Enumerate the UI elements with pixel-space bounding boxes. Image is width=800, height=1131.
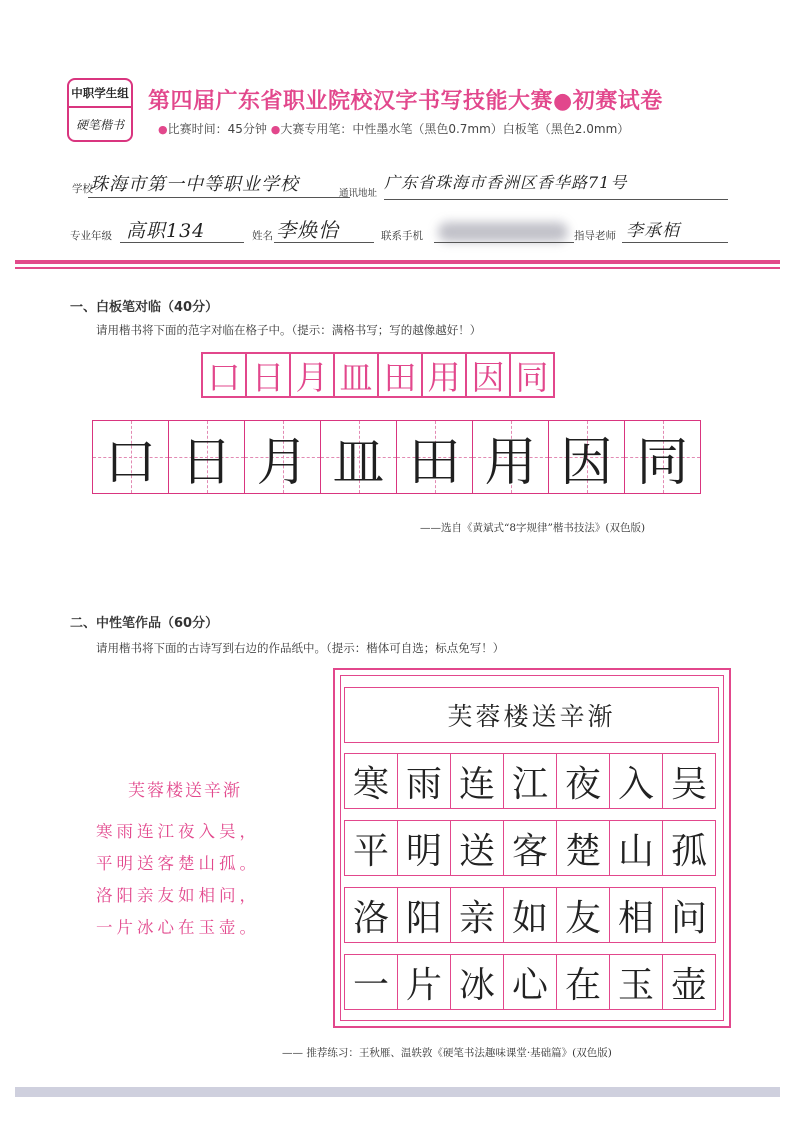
model-chars-row — [201, 352, 553, 398]
model-char: 用 — [421, 352, 467, 398]
section1-heading: 一、白板笔对临（40分） — [70, 300, 219, 315]
paper-char: 相 — [609, 887, 663, 943]
phone-redacted — [438, 222, 568, 242]
written-char: 日 — [180, 432, 233, 493]
practice-cell — [168, 420, 245, 494]
practice-cell — [396, 420, 473, 494]
paper-char: 阳 — [397, 887, 451, 943]
header-divider — [15, 260, 780, 264]
practice-cell — [624, 420, 701, 494]
model-char: 皿 — [333, 352, 379, 398]
paper-char: 平 — [344, 820, 398, 876]
paper-row — [344, 820, 715, 876]
poem-line: 洛阳亲友如相问， — [96, 886, 260, 905]
school-value: 珠海市第一中等职业学校 — [90, 174, 299, 195]
page-title — [148, 84, 663, 115]
teacher-underline — [622, 242, 728, 243]
name-label: 姓名 — [252, 230, 273, 242]
paper-char: 一 — [344, 954, 398, 1010]
practice-cell — [92, 420, 169, 494]
title-dot: ● — [553, 89, 573, 114]
paper-char: 片 — [397, 954, 451, 1010]
paper-char: 壶 — [662, 954, 716, 1010]
paper-char: 友 — [556, 887, 610, 943]
model-char: 因 — [465, 352, 511, 398]
written-char: 口 — [104, 432, 157, 493]
practice-cell — [320, 420, 397, 494]
paper-char: 客 — [503, 820, 557, 876]
model-char: 同 — [509, 352, 555, 398]
address-value: 广东省珠海市香洲区香华路71号 — [384, 173, 628, 192]
poem-line: 寒雨连江夜入吴， — [96, 822, 260, 841]
section2-heading: 二、中性笔作品（60分） — [70, 616, 219, 631]
paper-char: 连 — [450, 753, 504, 809]
paper-char: 心 — [503, 954, 557, 1010]
work-paper-title: 芙蓉楼送辛渐 — [344, 687, 719, 743]
name-underline — [274, 242, 374, 243]
phone-label: 联系手机 — [381, 230, 423, 242]
written-char: 因 — [560, 432, 613, 493]
paper-char: 如 — [503, 887, 557, 943]
written-char: 月 — [256, 432, 309, 493]
section1-source: ——选自《黄斌式“8字规律”楷书技法》(双色版) — [420, 522, 646, 534]
paper-char: 送 — [450, 820, 504, 876]
major-label: 专业年级 — [70, 230, 112, 242]
practice-cell — [244, 420, 321, 494]
paper-char: 吴 — [662, 753, 716, 809]
badge-group-label: 中职学生组 — [69, 80, 131, 108]
phone-underline — [434, 242, 574, 243]
category-badge — [67, 78, 133, 142]
paper-char: 冰 — [450, 954, 504, 1010]
school-label: 学校 — [72, 183, 93, 195]
teacher-value: 李承栢 — [626, 221, 680, 241]
title-main: 第四届广东省职业院校汉字书写技能大赛 — [148, 89, 554, 114]
paper-row — [344, 887, 715, 943]
written-char: 田 — [408, 432, 461, 493]
model-char: 日 — [245, 352, 291, 398]
recommend-note: —— 推荐练习：王秋雁、温轶敦《硬笔书法趣味课堂·基础篇》(双色版) — [282, 1047, 612, 1059]
section1-instruction: 请用楷书将下面的范字对临在格子中。（提示：满格书写；写的越像越好！） — [96, 323, 482, 337]
written-char: 同 — [636, 432, 689, 493]
paper-char: 明 — [397, 820, 451, 876]
model-char: 月 — [289, 352, 335, 398]
school-underline — [88, 197, 350, 198]
paper-char: 雨 — [397, 753, 451, 809]
paper-char: 入 — [609, 753, 663, 809]
exam-info-line — [158, 120, 629, 137]
poem-line: 一片冰心在玉壶。 — [96, 918, 260, 937]
time-info: 比赛时间：45分钟 — [167, 122, 267, 136]
practice-grid — [92, 420, 700, 494]
paper-char: 洛 — [344, 887, 398, 943]
bullet-dot: ● — [158, 123, 168, 136]
paper-char: 寒 — [344, 753, 398, 809]
paper-char: 楚 — [556, 820, 610, 876]
paper-char: 孤 — [662, 820, 716, 876]
teacher-label: 指导老师 — [574, 230, 616, 242]
title-suffix: 初赛试卷 — [572, 89, 663, 114]
major-underline — [120, 242, 244, 243]
footer-bar — [15, 1087, 780, 1097]
written-char: 皿 — [332, 432, 385, 493]
address-underline — [384, 199, 728, 200]
written-char: 用 — [484, 432, 537, 493]
paper-char: 江 — [503, 753, 557, 809]
practice-cell — [472, 420, 549, 494]
section2-instruction: 请用楷书将下面的古诗写到右边的作品纸中。（提示：楷体可自选；标点免写！） — [96, 641, 505, 655]
address-label: 通讯地址 — [339, 188, 378, 199]
paper-char: 亲 — [450, 887, 504, 943]
paper-char: 问 — [662, 887, 716, 943]
practice-cell — [548, 420, 625, 494]
bullet-dot: ● — [270, 123, 281, 136]
pen-info: 大赛专用笔：中性墨水笔（黑色0.7mm）白板笔（黑色2.0mm） — [280, 122, 630, 136]
paper-row — [344, 753, 715, 809]
model-char: 田 — [377, 352, 423, 398]
poem-line: 平明送客楚山孤。 — [96, 854, 260, 873]
model-char: 口 — [201, 352, 247, 398]
paper-row — [344, 954, 715, 1010]
major-value: 高职134 — [126, 220, 206, 242]
badge-style-label: 硬笔楷书 — [75, 118, 124, 132]
header-divider-thin — [15, 267, 780, 269]
paper-char: 山 — [609, 820, 663, 876]
name-value: 李焕怡 — [276, 218, 339, 242]
paper-char: 夜 — [556, 753, 610, 809]
paper-char: 玉 — [609, 954, 663, 1010]
paper-char: 在 — [556, 954, 610, 1010]
poem-title: 芙蓉楼送辛渐 — [128, 781, 242, 801]
